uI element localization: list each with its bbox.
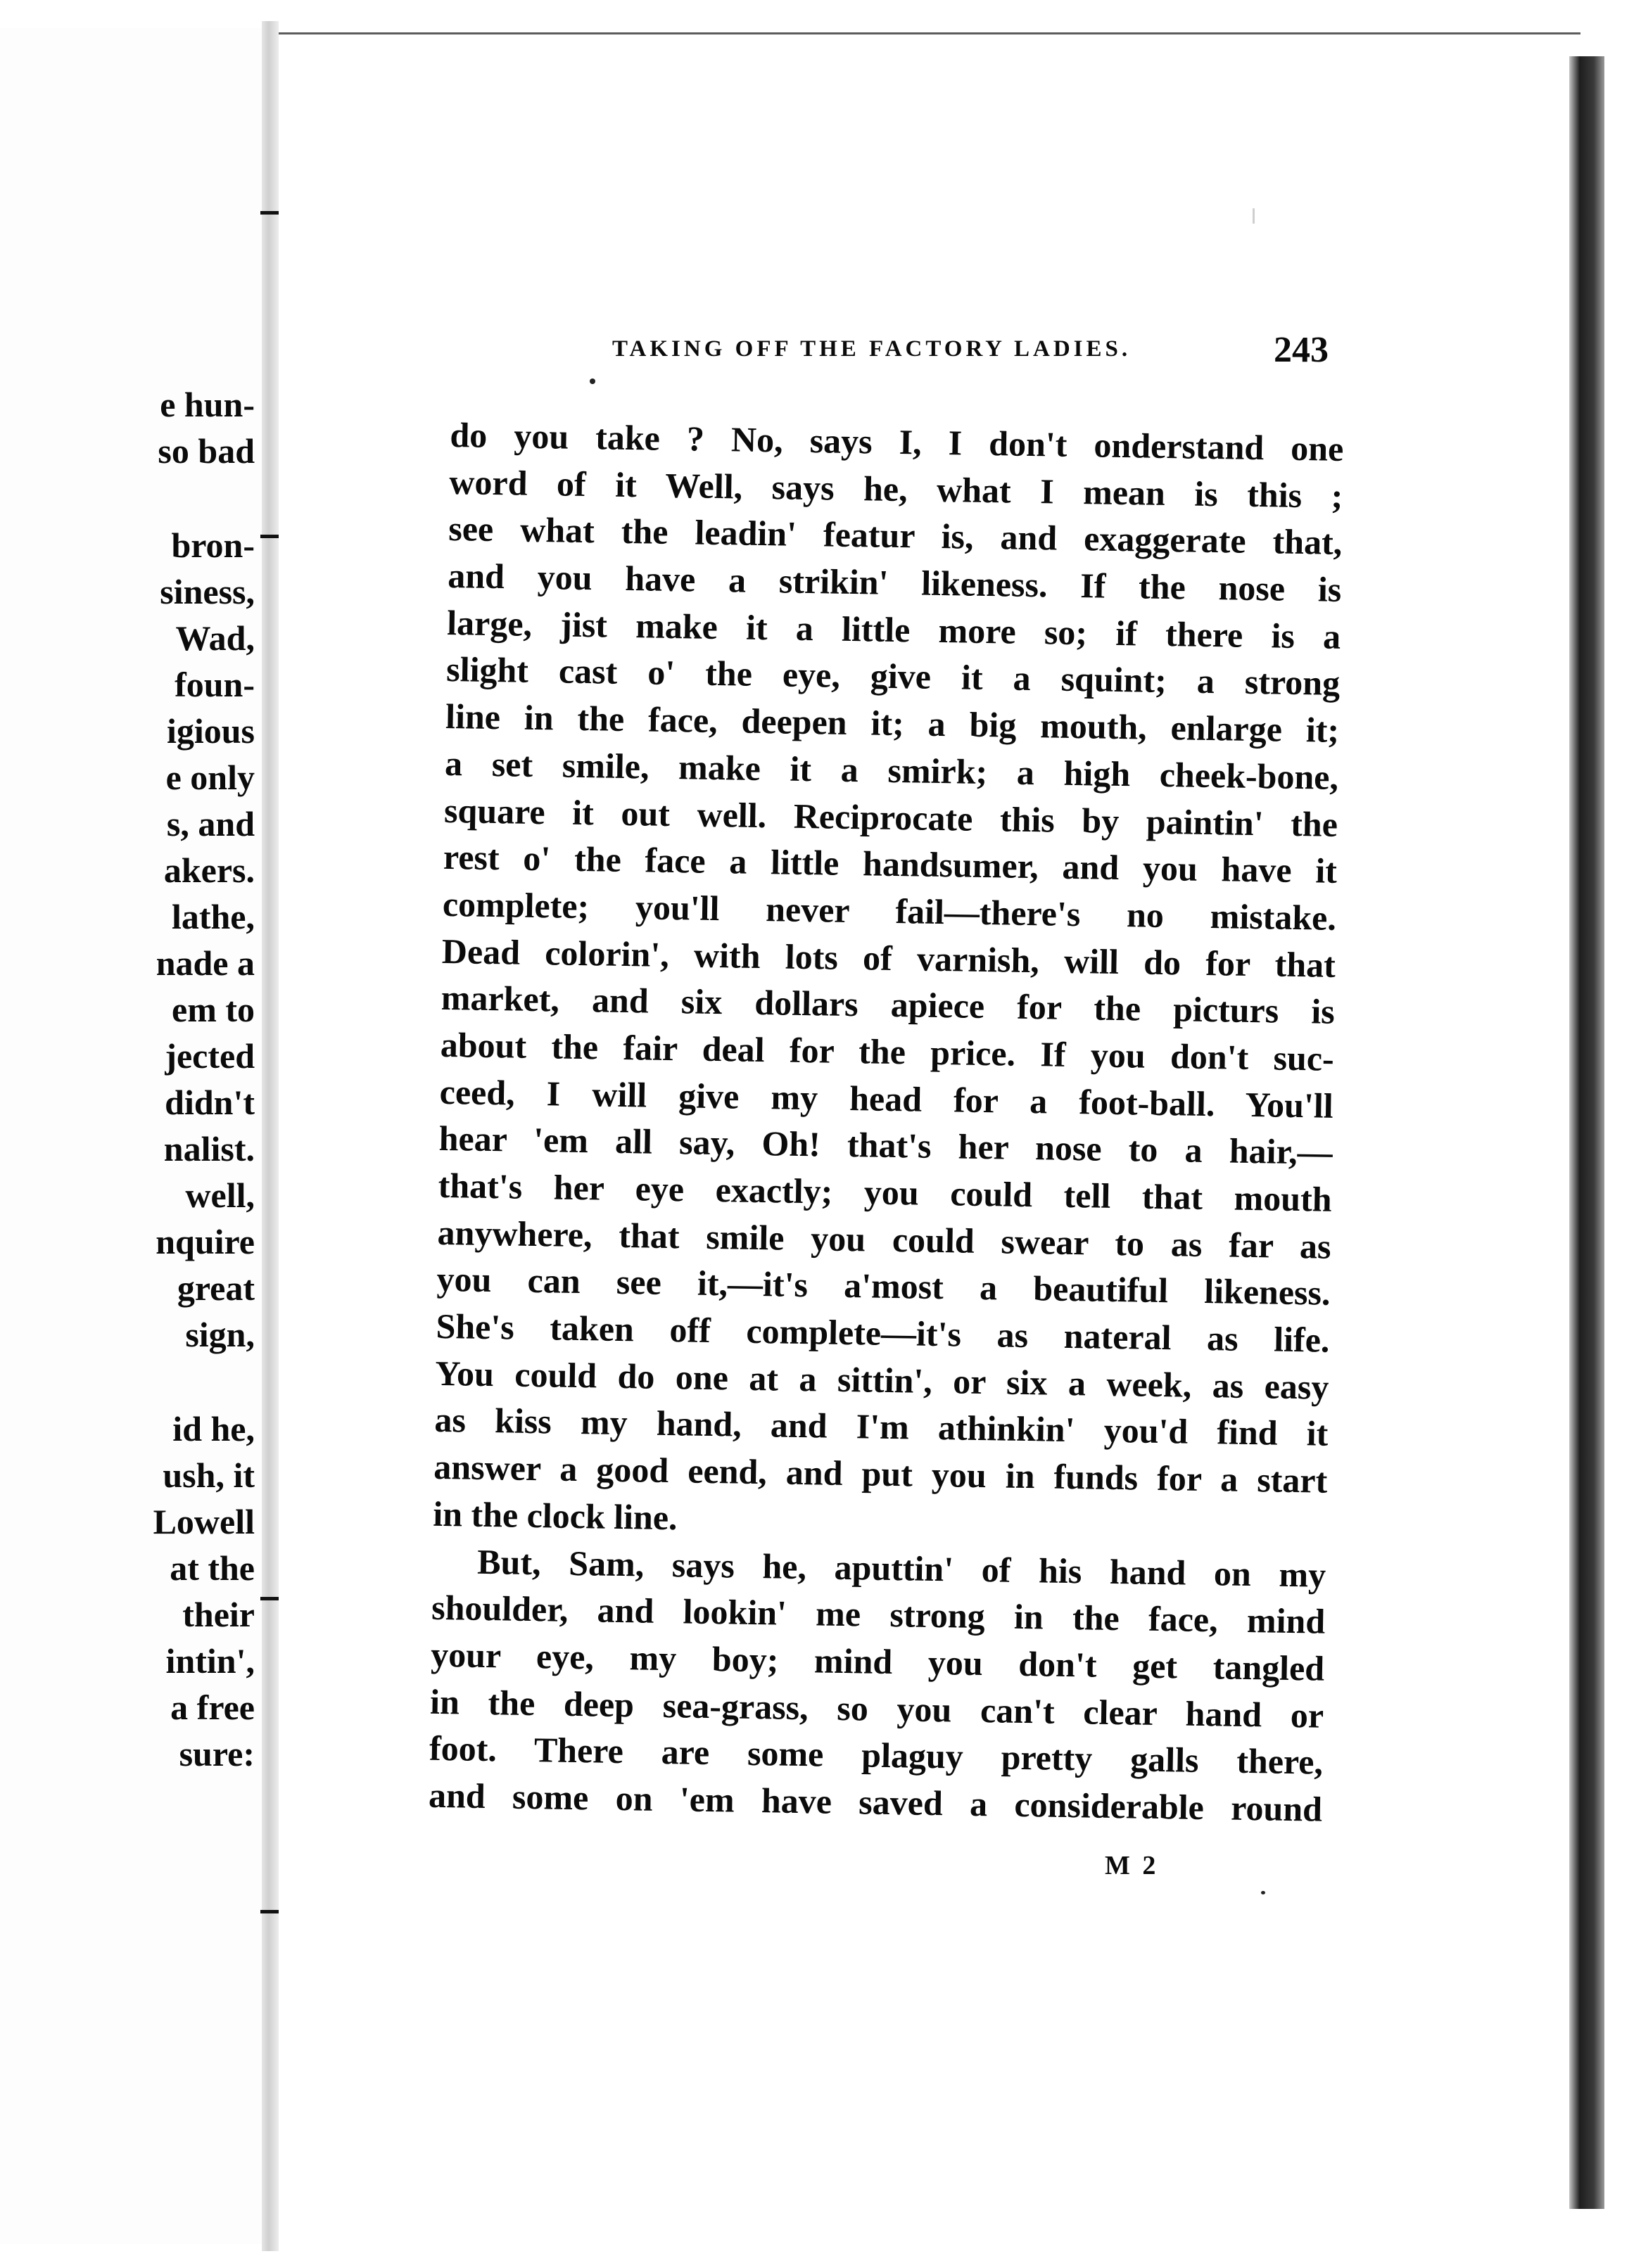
text-line: as kiss my hand, and I'm athinkin' you'd find it: [434, 1400, 1329, 1454]
signature-mark: M 2: [1105, 1851, 1159, 1880]
text-line: line in the face, deepen it; a big mouth, enlarge it;: [445, 696, 1340, 751]
text-line: ceed, I will give my head for a foot-ball. You'll: [439, 1071, 1334, 1126]
text-line: word of it Well, says he, what I mean is this ;: [448, 461, 1343, 516]
left-page-line: their: [182, 1595, 255, 1634]
text-line: But, Sam, says he, aputtin' of his hand on my: [476, 1541, 1326, 1595]
left-page-line: e hun-: [160, 385, 255, 424]
text-line: do you take ? No, says I, I don't onderstand one: [450, 414, 1344, 469]
text-line: and you have a strikin' likeness. If the nose is: [447, 556, 1342, 609]
text-line: a set smile, make it a smirk; a high cheek-bone,: [444, 743, 1339, 797]
left-page-line: nalist.: [163, 1129, 255, 1168]
text-line: market, and six dollars apiece for the picturs is: [441, 978, 1336, 1032]
text-line: complete; you'll never fail—there's no mistake.: [442, 884, 1337, 938]
text-line: hear 'em all say, Oh! that's her nose to a hair,—: [438, 1119, 1333, 1173]
left-page-line: ush, it: [163, 1455, 255, 1495]
left-page-line: didn't: [165, 1083, 255, 1122]
left-page-line: sure:: [179, 1734, 255, 1773]
text-line: and some on 'em have saved a considerable round: [428, 1775, 1323, 1829]
ink-speck: [590, 378, 595, 384]
left-page-line: e only: [165, 758, 255, 797]
text-line: see what the leadin' featur is, and exaggerate that,: [448, 509, 1343, 563]
left-page-line: great: [177, 1268, 255, 1308]
left-page-line: igious: [166, 711, 255, 751]
text-line: anywhere, that smile you could swear to as far as: [437, 1212, 1331, 1266]
body-text: [429, 412, 1344, 1833]
left-page-line: nquire: [156, 1222, 255, 1261]
text-line: in the clock line.: [432, 1493, 678, 1538]
text-line: answer a good eend, and put you in funds for a start: [433, 1446, 1328, 1501]
text-line: square it out well. Reciprocate this by paintin' the: [443, 790, 1338, 844]
left-page-line: s, and: [166, 804, 255, 843]
left-page-line: at the: [170, 1548, 255, 1588]
text-line: large, jist make it a little more so; if there is a: [446, 602, 1341, 656]
left-page-line: id he,: [172, 1409, 255, 1448]
left-page-line: akers.: [163, 850, 255, 890]
left-page-line: Lowell: [153, 1502, 255, 1541]
text-line: rest o' the face a little handsumer, and you have it: [443, 837, 1338, 891]
text-line: shoulder, and lookin' me strong in the face, mind: [431, 1587, 1326, 1641]
running-head: TAKING OFF THE FACTORY LADIES.: [612, 336, 1132, 362]
text-line: about the fair deal for the price. If you don't suc-: [440, 1024, 1335, 1078]
left-page-line: bron-: [171, 525, 255, 565]
left-page-line: lathe,: [171, 897, 255, 936]
text-line: your eye, my boy; mind you don't get tangled: [430, 1634, 1325, 1688]
page-edge-shadow: [1569, 56, 1604, 2209]
left-page-line: intin',: [165, 1641, 255, 1681]
ink-speck: [1261, 1891, 1265, 1894]
left-page-line: siness,: [160, 572, 255, 611]
text-line: slight cast o' the eye, give it a squint; a strong: [445, 649, 1341, 703]
text-line: that's her eye exactly; you could tell that mouth: [438, 1165, 1333, 1219]
left-page-line: Wad,: [175, 618, 255, 658]
text-line: You could do one at a sittin', or six a week, as easy: [435, 1353, 1329, 1407]
gutter-shadow: [262, 21, 279, 2251]
ink-speck: [1253, 208, 1255, 224]
left-facing-page: [0, 28, 267, 2244]
page-number: 243: [1274, 330, 1329, 370]
left-page-line: nade a: [156, 943, 255, 983]
left-page-line: so bad: [158, 431, 255, 471]
left-page-line: sign,: [185, 1315, 255, 1354]
text-line: foot. There are some plaguy pretty galls there,: [429, 1728, 1324, 1782]
left-page-line: em to: [172, 990, 255, 1029]
text-line: you can see it,—it's a'most a beautiful likeness.: [436, 1259, 1331, 1313]
left-page-line: jected: [165, 1036, 255, 1076]
left-page-line: a free: [170, 1688, 255, 1727]
left-page-line: foun-: [175, 665, 255, 704]
left-page-line: well,: [185, 1176, 255, 1215]
text-line: She's taken off complete—it's as nateral as life.: [436, 1306, 1330, 1360]
text-line: in the deep sea-grass, so you can't clear hand or: [429, 1681, 1324, 1735]
text-line: Dead colorin', with lots of varnish, will do for that: [441, 931, 1336, 985]
